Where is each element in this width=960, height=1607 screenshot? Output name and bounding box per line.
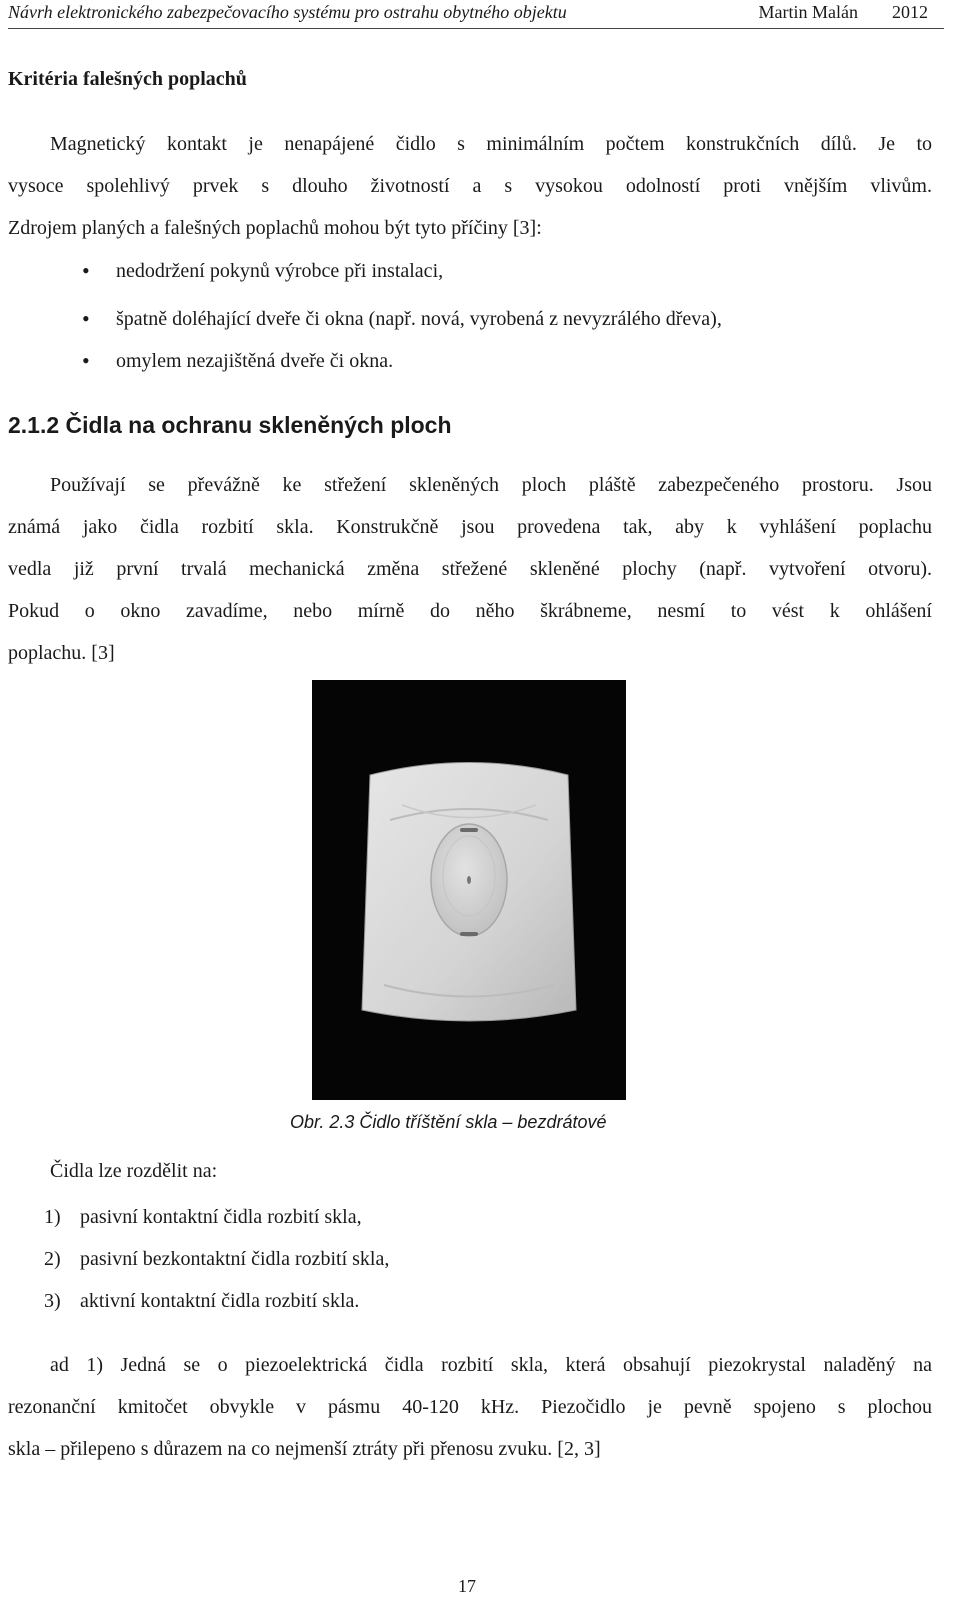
paragraph-line: poplachu. [3] xyxy=(8,642,115,664)
list-item-text: pasivní kontaktní čidla rozbití skla, xyxy=(80,1206,362,1228)
header-rule xyxy=(8,28,944,29)
list-item-text: špatně doléhající dveře či okna (např. nová, vyrobená z nevyzrálého dřeva), xyxy=(116,308,722,330)
paragraph-line: Zdrojem planých a falešných poplachů mohou být tyto příčiny [3]: xyxy=(8,217,542,239)
section-heading-glass-sensors: 2.1.2 Čidla na ochranu skleněných ploch xyxy=(8,412,452,438)
paragraph-line: Používají se převážně ke střežení skleněných ploch pláště zabezpečeného prostoru. Jsou xyxy=(50,474,932,496)
header-title: Návrh elektronického zabezpečovacího systému pro ostrahu obytného objektu xyxy=(8,2,567,22)
paragraph-line: ad 1) Jedná se o piezoelektrická čidla rozbití skla, která obsahují piezokrystal naladěný na xyxy=(50,1354,932,1376)
paragraph-line: rezonanční kmitočet obvykle v pásmu 40-120 kHz. Piezočidlo je pevně spojeno s plochou xyxy=(8,1396,932,1418)
figure-caption: Obr. 2.3 Čidlo tříštění skla – bezdrátové xyxy=(290,1112,607,1132)
list-item xyxy=(44,1248,644,1278)
page-number: 17 xyxy=(458,1576,476,1596)
list-item xyxy=(82,250,922,292)
paragraph-line: Pokud o okno zavadíme, nebo mírně do něho škrábneme, nesmí to vést k ohlášení xyxy=(8,600,932,622)
bullet-icon: • xyxy=(82,258,90,283)
list-item xyxy=(82,340,922,382)
list-item xyxy=(44,1290,644,1320)
header-author: Martin Malán xyxy=(758,2,858,22)
bullet-icon: • xyxy=(82,306,90,331)
list-item xyxy=(44,1206,644,1236)
list-item-text: nedodržení pokynů výrobce při instalaci, xyxy=(116,260,444,282)
list-item-text: pasivní bezkontaktní čidla rozbití skla, xyxy=(80,1248,390,1270)
paragraph-line: skla – přilepeno s důrazem na co nejmenší ztráty při přenosu zvuku. [2, 3] xyxy=(8,1438,601,1460)
list-item-number: 2) xyxy=(44,1248,61,1270)
bullet-icon: • xyxy=(82,348,90,373)
header-year: 2012 xyxy=(892,2,928,22)
paragraph-line: vysoce spolehlivý prvek s dlouho životností a s vysokou odolností proti vnějším vlivům. xyxy=(8,175,932,197)
paragraph-line: Magnetický kontakt je nenapájené čidlo s minimálním počtem konstrukčních dílů. Je to xyxy=(50,133,932,155)
types-intro: Čidla lze rozdělit na: xyxy=(50,1160,218,1182)
paragraph-ad1 xyxy=(8,1344,932,1470)
glass-break-sensor-image xyxy=(312,680,626,1100)
page-header xyxy=(8,0,928,26)
list-item-number: 1) xyxy=(44,1206,61,1228)
section-heading-false-alarms: Kritéria falešných poplachů xyxy=(8,68,247,90)
list-item xyxy=(82,298,922,340)
list-item-number: 3) xyxy=(44,1290,61,1312)
list-item-text: omylem nezajištěná dveře či okna. xyxy=(116,350,394,372)
paragraph-glass-sensors xyxy=(8,464,932,674)
paragraph-magnetic-contact xyxy=(8,123,932,249)
paragraph-line: vedla již první trvalá mechanická změna střežené skleněné plochy (např. vytvoření otvoru). xyxy=(8,558,932,580)
paragraph-line: známá jako čidla rozbití skla. Konstrukčně jsou provedena tak, aby k vyhlášení poplachu xyxy=(8,516,932,538)
list-item-text: aktivní kontaktní čidla rozbití skla. xyxy=(80,1290,360,1312)
figure-photo xyxy=(312,680,626,1100)
